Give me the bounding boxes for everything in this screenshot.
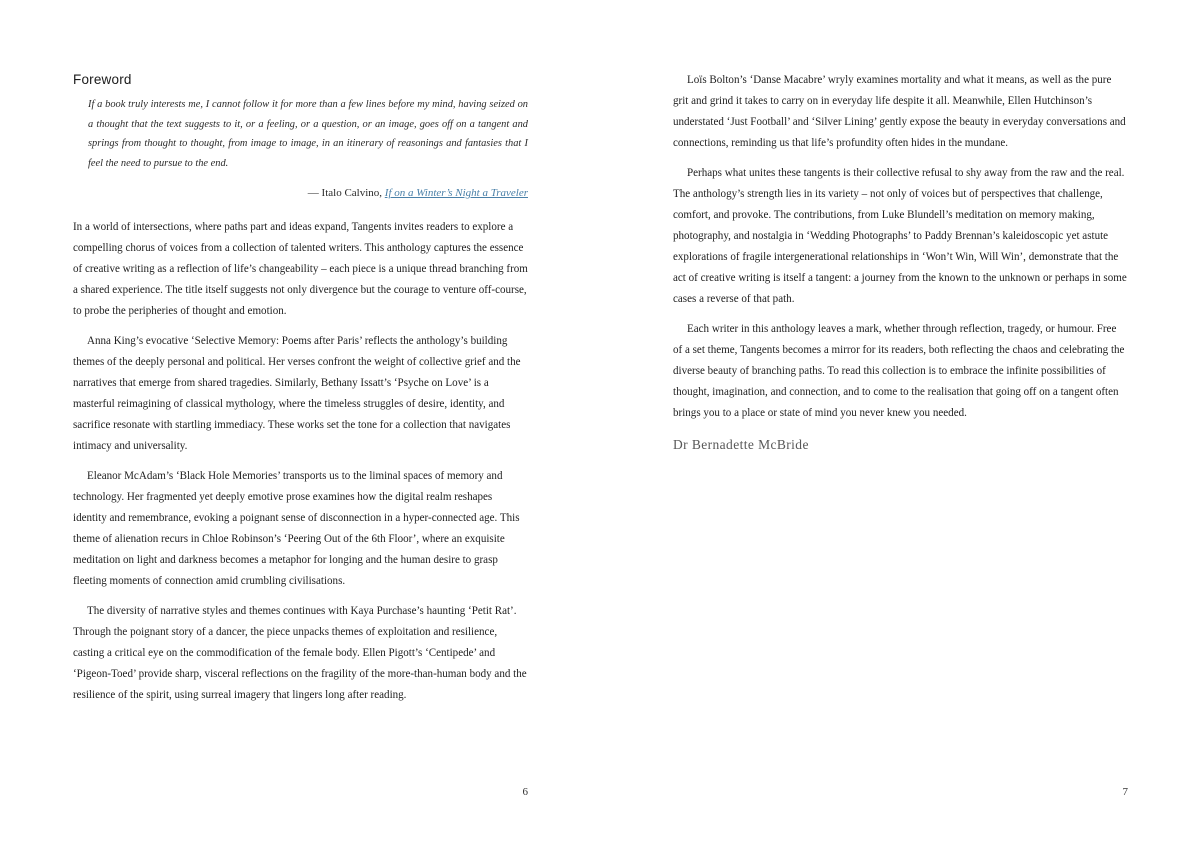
- paragraph: Eleanor McAdam’s ‘Black Hole Memories’ transports us to the liminal spaces of memory and technology. Her fragmented yet deeply emotive prose examines how the digital realm reshapes identity and remembrance, evoking a poignant sense of disconnection in a hyper-connected age. This theme of alienation recurs in Chloe Robinson’s ‘Peering Out of the 6th Floor’, where an exquisite meditation on light and darkness becomes a metaphor for longing and the human desire to grasp fleeting moments of connection amid crumbling civilisations.: [73, 469, 520, 587]
- page-number: 7: [1122, 786, 1128, 798]
- epigraph: [88, 95, 528, 201]
- right-page: [673, 0, 1128, 849]
- left-body-text: [73, 217, 528, 715]
- paragraph: Perhaps what unites these tangents is their collective refusal to shy away from the raw and the real. The anthology’s strength lies in its variety – not only of voices but of perspectives that challenge, comfort, and provoke. The contributions, from Luke Blundell’s meditation on memory making, photography, and nostalgia in ‘Wedding Photographs’ to Paddy Brennan’s kaleidoscopic yet astute explorations of fragile intergenerational relationships in ‘Won’t Win, Will Win’, demonstrate that the act of creative writing is itself a tangent: a journey from the known to the unknown or perhaps in some cases a reverse of that path.: [673, 167, 1127, 305]
- paragraph: In a world of intersections, where paths part and ideas expand, Tangents invites readers to explore a compelling chorus of voices from a collection of talented writers. This anthology captures the essence of creative writing as a reflection of life’s changeability – each piece is a unique thread branching from a shared experience. The title itself suggests not only divergence but the courage to venture off-course, to probe the peripheries of thought and emotion.: [73, 221, 528, 317]
- epigraph-quote: If a book truly interests me, I cannot follow it for more than a few lines before my mind, having seized on a thought that the text suggests to it, or a feeling, or a question, or an image, goes off on a tangent and springs from thought to thought, from image to image, in an itinerary of reasonings and fantasies that I feel the need to pursue to the end.: [88, 99, 528, 169]
- paragraph: Anna King’s evocative ‘Selective Memory: Poems after Paris’ reflects the anthology’s building themes of the deeply personal and political. Her verses confront the weight of collective grief and the narratives that emerge from shared tragedies. Similarly, Bethany Issatt’s ‘Psyche on Love’ is a masterful reimagining of classical mythology, where the timeless struggles of desire, identity, and sacrifice resonate with startling immediacy. These works set the tone for a collection that navigates intimacy and universality.: [73, 335, 521, 452]
- page-number: 6: [522, 786, 528, 798]
- signature: Dr Bernadette McBride: [673, 436, 809, 452]
- paragraph: Each writer in this anthology leaves a mark, whether through reflection, tragedy, or humour. Free of a set theme, Tangents becomes a mirror for its readers, both reflecting the chaos and celebrating the diverse beauty of branching paths. To read this collection is to embrace the infinite possibilities of thought, imagination, and connection, and to come to the realisation that going off on a tangent often brings you to a place or state of mind you never knew you needed.: [673, 322, 1125, 419]
- epigraph-source-link[interactable]: If on a Winter’s Night a Traveler: [384, 187, 528, 199]
- paragraph: Loïs Bolton’s ‘Danse Macabre’ wryly examines mortality and what it means, as well as the pure grit and grind it takes to carry on in everyday life despite it all. Meanwhile, Ellen Hutchinson’s understated ‘Just Football’ and ‘Silver Lining’ gently expose the beauty in everyday conversations and connections, reminding us that life’s profundity often hides in the mundane.: [673, 74, 1126, 149]
- right-body-text: [673, 70, 1128, 454]
- paragraph: The diversity of narrative styles and themes continues with Kaya Purchase’s haunting ‘Petit Rat’. Through the poignant story of a dancer, the piece unpacks themes of exploitation and resilience, casting a critical eye on the commodification of the female body. Ellen Pigott’s ‘Centipede’ and ‘Pigeon-Toed’ provide sharp, visceral reflections on the fragility of the more-than-human body and the resilience of the spirit, using surreal imagery that lingers long after reading.: [73, 604, 527, 701]
- page-title: Foreword: [73, 72, 132, 87]
- epigraph-author: — Italo Calvino,: [307, 187, 383, 199]
- epigraph-attribution: [88, 185, 528, 201]
- left-page: [73, 0, 528, 849]
